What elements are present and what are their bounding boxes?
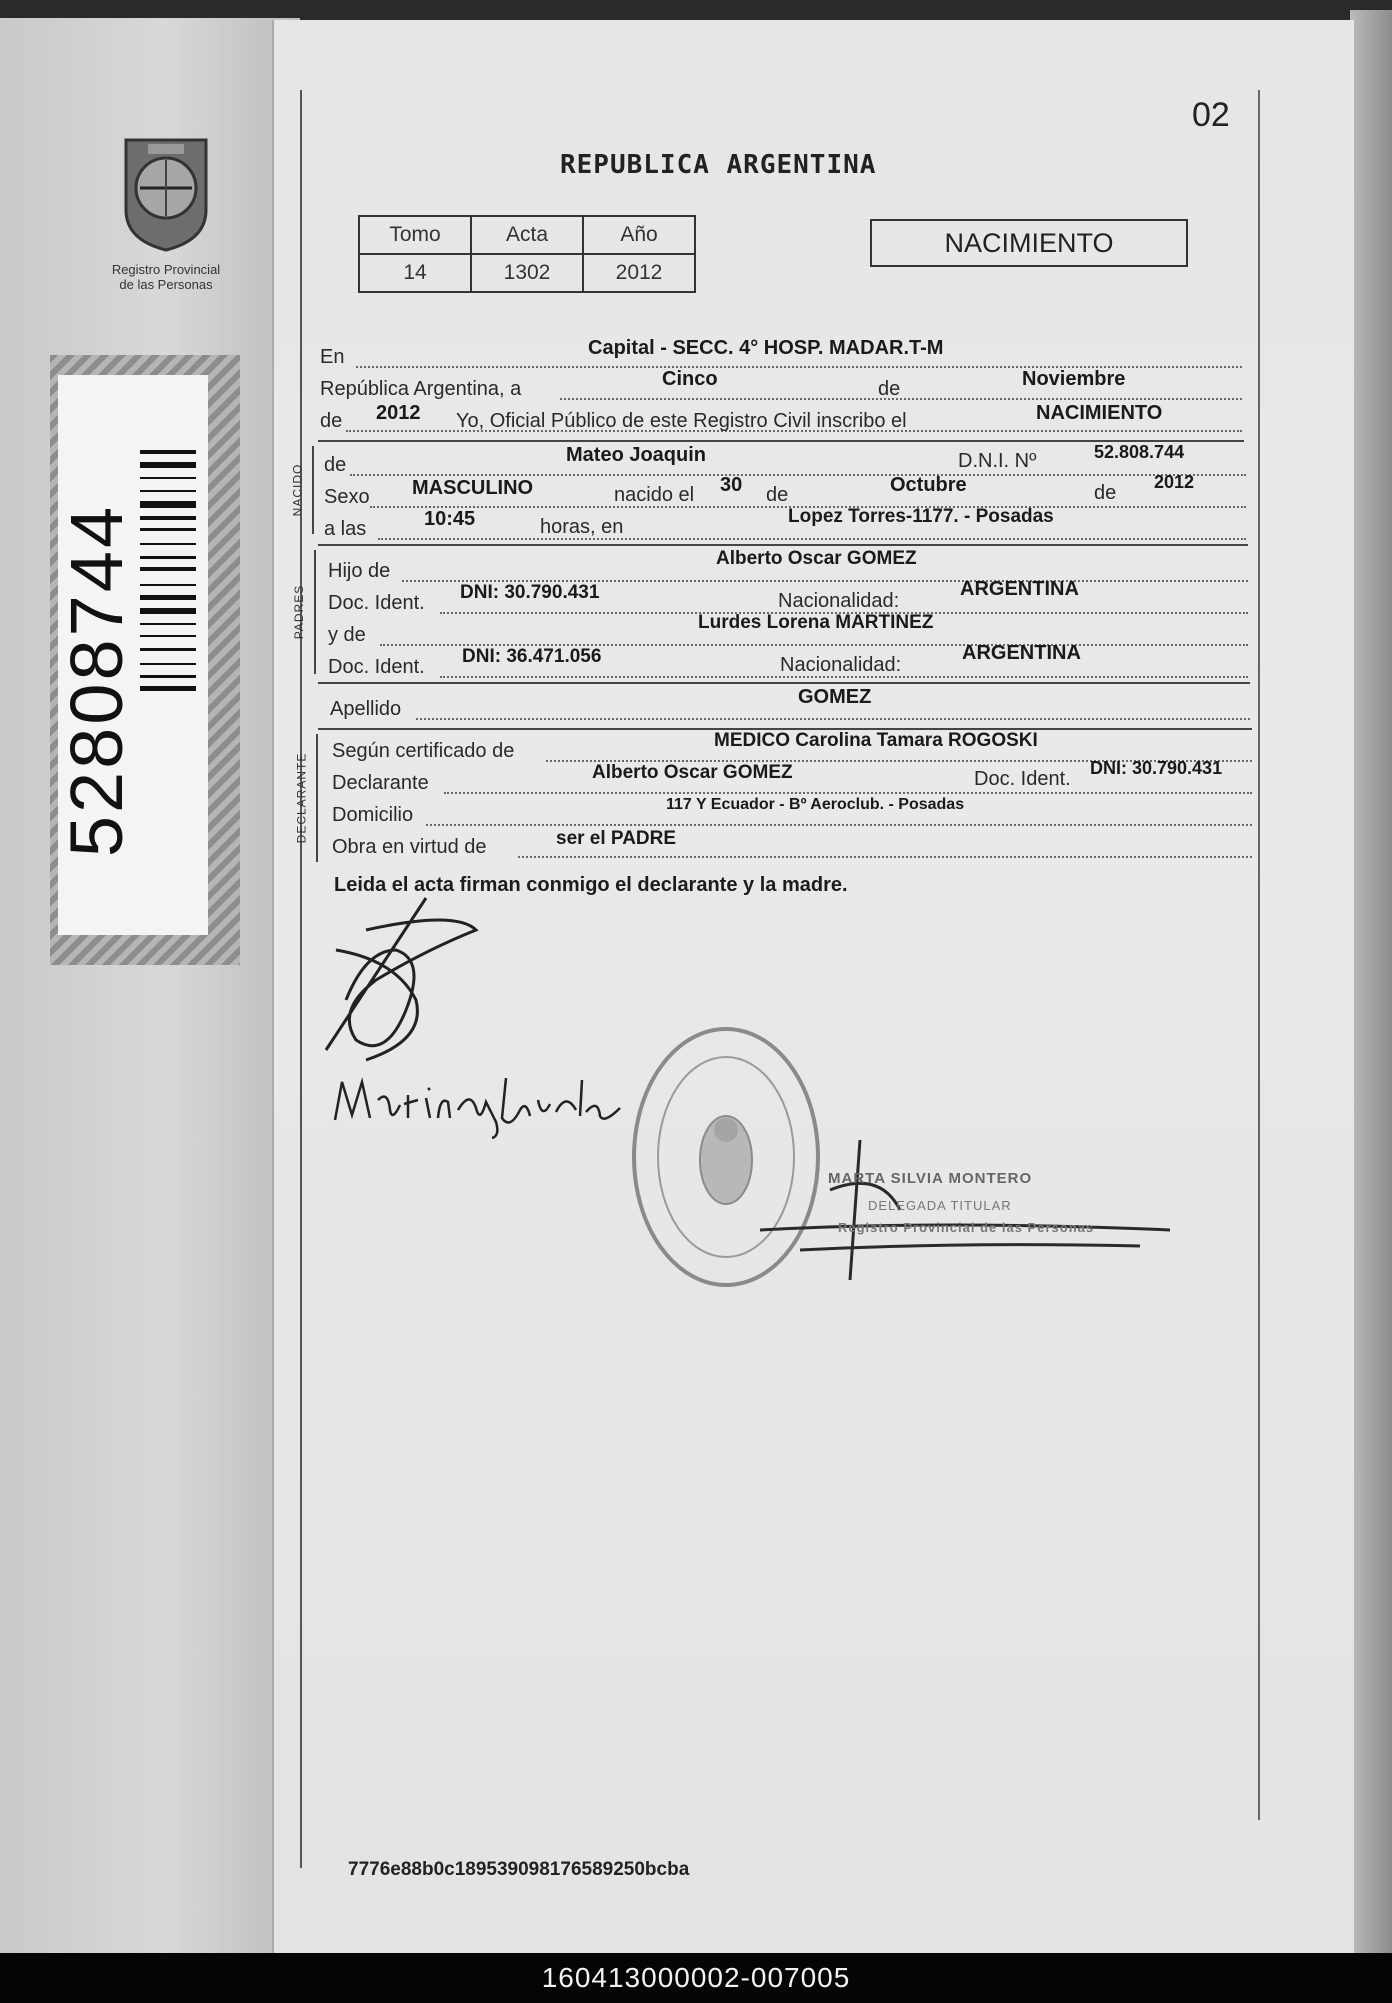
barcode-bar [140, 462, 196, 468]
label-de: de [878, 378, 901, 400]
certificado-value: MEDICO Carolina Tamara ROGOSKI [714, 730, 1038, 751]
declarante-name: Alberto Oscar GOMEZ [592, 762, 793, 783]
closing-statement: Leida el acta firman conmigo el declarante y la madre. [334, 874, 848, 896]
section-label-padres: PADRES [292, 584, 306, 640]
label-doc-declarante: Doc. Ident. [974, 768, 1071, 790]
label-inscribo: Yo, Oficial Público de este Registro Civil inscribo el [456, 410, 907, 432]
left-page [0, 18, 300, 1953]
birth-time: 10:45 [424, 508, 476, 530]
domicilio-value: 117 Y Ecuador - Bº Aeroclub. - Posadas [666, 796, 965, 813]
logo-caption-line2: de las Personas [119, 277, 213, 292]
country-title: REPUBLICA ARGENTINA [560, 150, 877, 180]
barcode-bar [140, 516, 196, 520]
obra-value: ser el PADRE [556, 828, 677, 849]
section-divider [318, 682, 1250, 684]
record-type-box: NACIMIENTO [870, 219, 1188, 267]
birth-place: Lopez Torres-1177. - Posadas [788, 506, 1054, 527]
label-certificado: Según certificado de [332, 740, 515, 762]
logo-caption-line1: Registro Provincial [111, 262, 221, 277]
label-dni: D.N.I. Nº [958, 450, 1037, 472]
section-bracket [312, 446, 314, 534]
barcode-bar [140, 543, 196, 545]
label-apellido: Apellido [330, 698, 402, 720]
registry-logo [96, 130, 236, 292]
father-name: Alberto Oscar GOMEZ [716, 548, 917, 569]
barcode-bar [140, 608, 196, 614]
barcode-bar [140, 635, 196, 637]
dotted-line [350, 474, 1246, 476]
label-a-las: a las [324, 518, 367, 540]
registry-header-tomo: Tomo [359, 216, 471, 254]
label-republica: República Argentina, a [320, 378, 522, 400]
registry-header-acta: Acta [471, 216, 583, 254]
registry-table [358, 215, 696, 293]
section-label-nacido: NACIDO [290, 463, 305, 517]
dotted-line [426, 824, 1252, 826]
birth-year: 2012 [1154, 472, 1195, 492]
declarant-signature [306, 890, 496, 1070]
apellido-value: GOMEZ [798, 686, 872, 708]
frame-rule-right [1258, 90, 1260, 1820]
label-horas: horas, en [540, 516, 624, 538]
barcode-bar [140, 528, 196, 531]
barcode-bar [140, 623, 196, 625]
barcode-bar [140, 675, 196, 678]
frame-rule-left [300, 90, 302, 1868]
day-value: Cinco [662, 368, 718, 390]
registry-value-ano: 2012 [583, 254, 695, 292]
father-nationality: ARGENTINA [960, 578, 1079, 600]
mother-signature [330, 1060, 630, 1140]
mother-doc: DNI: 36.471.056 [462, 646, 602, 667]
label-de-birth-year: de [1094, 482, 1117, 504]
birth-day: 30 [720, 474, 743, 496]
dotted-line [416, 718, 1250, 720]
section-bracket [316, 734, 318, 862]
year-value: 2012 [376, 402, 421, 424]
inscribe-type-value: NACIMIENTO [1036, 402, 1163, 424]
registry-value-acta: 1302 [471, 254, 583, 292]
barcode-number: 52808744 [55, 503, 139, 857]
label-domicilio: Domicilio [332, 804, 414, 826]
scan-footer-id: 160413000002-007005 [0, 1953, 1392, 2003]
official-name: MARTA SILVIA MONTERO [828, 1170, 1033, 1187]
child-name: Mateo Joaquin [566, 444, 707, 466]
page-edge [1350, 10, 1392, 1953]
sexo-value: MASCULINO [412, 477, 534, 499]
declarante-doc: DNI: 30.790.431 [1090, 758, 1223, 778]
label-y-de: y de [328, 624, 366, 646]
dotted-line [560, 398, 1242, 400]
month-value: Noviembre [1022, 368, 1126, 390]
section-bracket [314, 550, 316, 674]
label-doc-father: Doc. Ident. [328, 592, 425, 614]
label-de-year: de [320, 410, 343, 432]
label-nacido-el: nacido el [614, 484, 695, 506]
label-declarante: Declarante [332, 772, 429, 794]
label-hijo-de: Hijo de [328, 560, 391, 582]
dotted-line [518, 856, 1252, 858]
barcode-bar [140, 490, 196, 492]
barcode-bar [140, 567, 196, 571]
barcode [140, 450, 196, 870]
birth-month: Octubre [890, 474, 967, 496]
barcode-bar [140, 648, 196, 651]
mother-nationality: ARGENTINA [962, 642, 1081, 664]
registry-emblem-icon [116, 130, 216, 254]
label-en: En [320, 346, 345, 368]
label-de-month: de [766, 484, 789, 506]
child-dni: 52.808.744 [1094, 442, 1185, 462]
mother-name: Lurdes Lorena MARTINEZ [698, 612, 934, 633]
section-label-declarante: DECLARANTE [294, 752, 308, 844]
place-value: Capital - SECC. 4° HOSP. MADAR.T-M [588, 337, 944, 359]
official-office: Registro Provincial de las Personas [838, 1220, 1095, 1235]
registry-value-tomo: 14 [359, 254, 471, 292]
official-title: DELEGADA TITULAR [868, 1198, 1012, 1213]
barcode-bar [140, 663, 196, 665]
page-number: 02 [1192, 96, 1230, 134]
barcode-bar [140, 584, 196, 586]
dotted-line [378, 538, 1246, 540]
barcode-bar [140, 450, 196, 454]
barcode-bar [140, 686, 196, 691]
label-nacionalidad-mother: Nacionalidad: [780, 654, 902, 676]
label-sexo: Sexo [324, 486, 370, 508]
label-doc-mother: Doc. Ident. [328, 656, 425, 678]
father-doc: DNI: 30.790.431 [460, 582, 600, 603]
dotted-line [444, 792, 1252, 794]
label-de-name: de [324, 454, 347, 476]
label-nacionalidad-father: Nacionalidad: [778, 590, 900, 612]
registry-header-ano: Año [583, 216, 695, 254]
barcode-bar [140, 556, 196, 559]
barcode-bar [140, 501, 196, 508]
section-divider [318, 544, 1248, 546]
label-obra: Obra en virtud de [332, 836, 487, 858]
barcode-bar [140, 477, 196, 479]
hash-code: 7776e88b0c189539098176589250bcba [348, 1859, 690, 1880]
barcode-bar [140, 595, 196, 600]
